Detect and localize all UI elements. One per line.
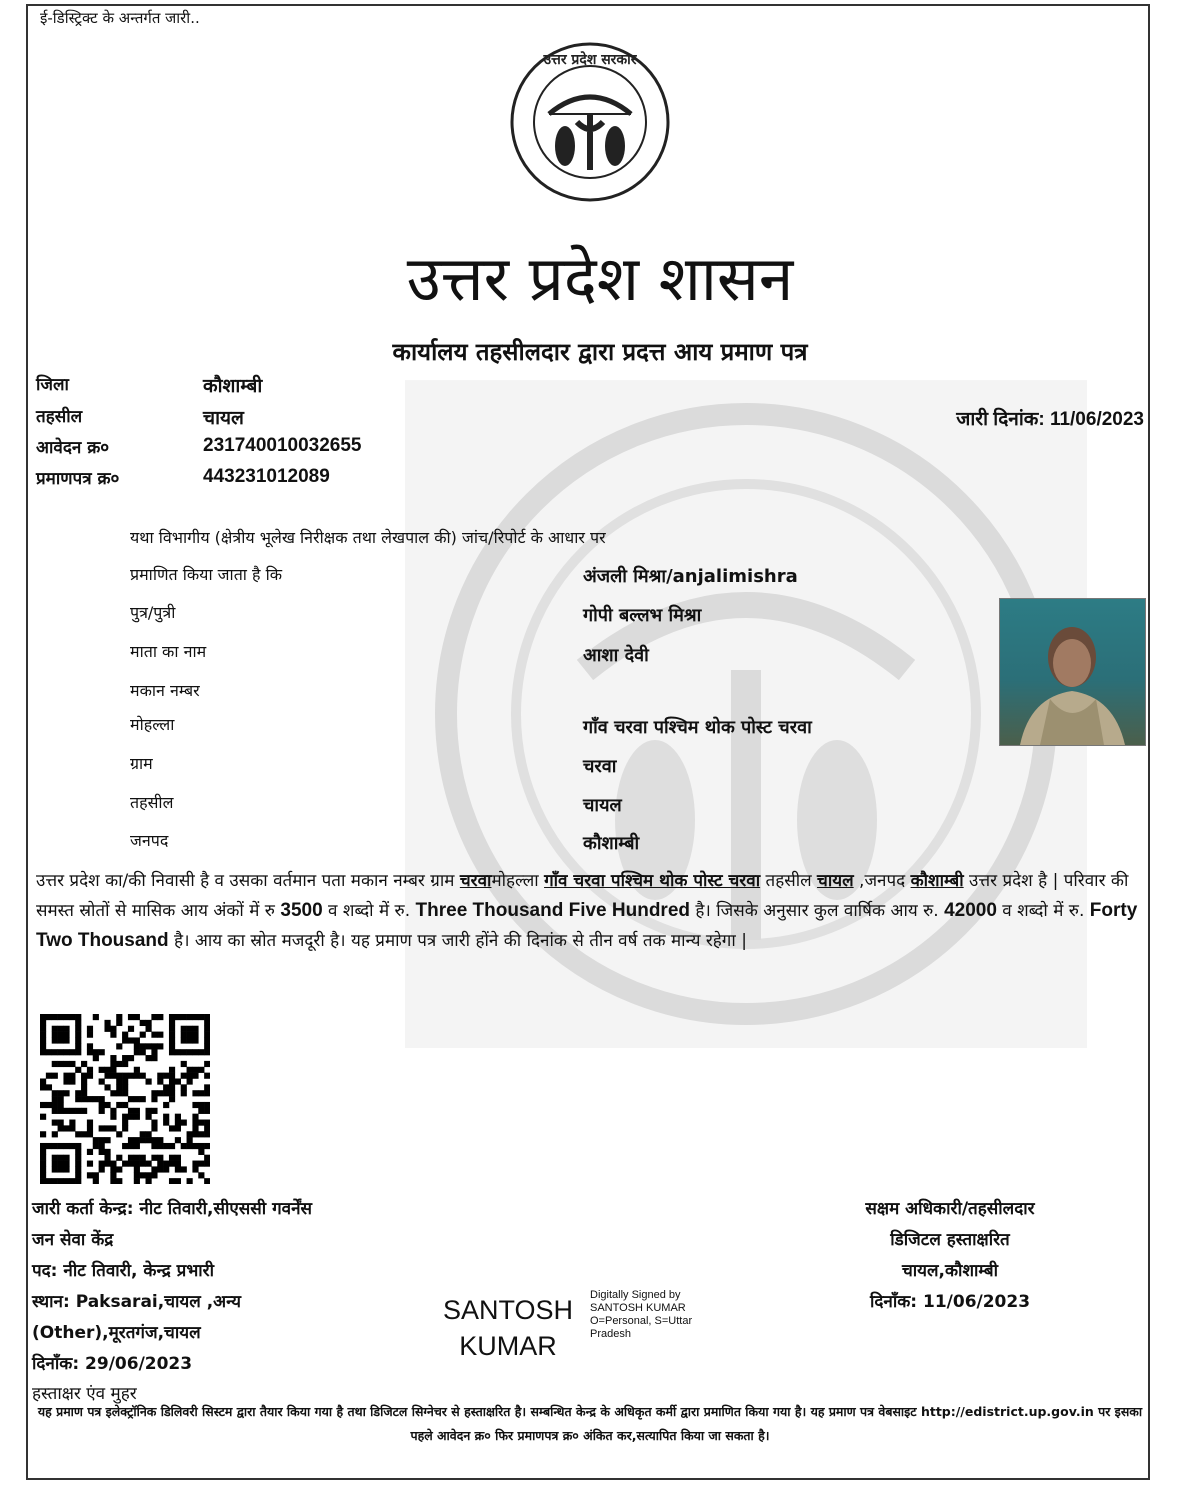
emblem-text: उत्तर प्रदेश सरकार xyxy=(543,52,637,68)
meta-label-tehsil: तहसील xyxy=(36,407,83,427)
field-label-tehsil: तहसील xyxy=(130,793,174,812)
annual-income: 42000 xyxy=(944,900,997,921)
field-value-district: कौशाम्बी xyxy=(583,833,640,854)
applicant-photo xyxy=(999,598,1146,746)
issuer-date: दिनाँक: 29/06/2023 xyxy=(32,1354,193,1374)
field-label-village: ग्राम xyxy=(130,754,153,773)
meta-value-district: कौशाम्बी xyxy=(203,376,263,397)
field-value-village: चरवा xyxy=(583,756,617,777)
certificate-body-text: उत्तर प्रदेश का/की निवासी है व उसका वर्तमान पता मकान नम्बर ग्राम चरवामोहल्ला गाँव चरवा पश्चिम थोक पोस्ट चरवा तहसील चायल ,जनपद कौशाम्बी उत्तर प्रदेश है | परिवार की समस्त स्रोतों से मासिक आय अंकों में रु 3500 व शब्दो में रु. Three Thousand Five Hundred है। जिसके अनुसार कुल वार्षिक आय रु. 42000 व शब्दो में रु. Forty Two Thousand है। आय का स्रोत मजदूरी है। यह प्रमाण पत्र जारी होंने की दिनांक से तीन वर्ष तक मान्य रहेगा | xyxy=(36,871,1138,951)
field-value-name: अंजली मिश्रा/anjalimishra xyxy=(583,566,798,587)
meta-label-certificate-no: प्रमाणपत्र क्र० xyxy=(36,469,120,489)
authority-title: सक्षम अधिकारी/तहसीलदार xyxy=(865,1199,1035,1219)
authority-date: दिनाँक: 11/06/2023 xyxy=(869,1292,1031,1312)
issuer-location-cont: (Other),मूरतगंज,चायल xyxy=(32,1323,201,1343)
field-label-house-no: मकान नम्बर xyxy=(130,681,200,700)
meta-value-certificate-no: 443231012089 xyxy=(203,466,330,487)
issue-date: जारी दिनांक: 11/06/2023 xyxy=(956,409,1144,430)
body-district: कौशाम्बी xyxy=(910,871,964,891)
field-value-mohalla: गाँव चरवा पश्चिम थोक पोस्ट चरवा xyxy=(583,717,812,738)
certificate-subtitle: कार्यालय तहसीलदार द्वारा प्रदत्त आय प्रमाण पत्र xyxy=(392,338,808,366)
digital-signature-name: SANTOSH KUMAR xyxy=(442,1295,574,1361)
field-label-district: जनपद xyxy=(130,831,169,850)
authority-digital: डिजिटल हस्ताक्षरित xyxy=(890,1230,1010,1250)
meta-value-tehsil: चायल xyxy=(203,408,244,429)
monthly-income: 3500 xyxy=(280,900,323,921)
monthly-income-words: Three Thousand Five Hundred xyxy=(415,900,690,921)
body-mohalla: गाँव चरवा पश्चिम थोक पोस्ट चरवा xyxy=(544,871,761,891)
meta-value-application-no: 231740010032655 xyxy=(203,435,362,456)
field-label-mother: माता का नाम xyxy=(130,642,207,661)
body-village: चरवा xyxy=(459,871,492,891)
field-value-mother: आशा देवी xyxy=(583,645,649,666)
annual-income-words: Forty Two Thousand xyxy=(36,900,1138,951)
field-label-mohalla: मोहल्ला xyxy=(130,715,175,734)
issuer-center: जारी कर्ता केन्द्र: नीट तिवारी,सीएससी गवर्नेंस xyxy=(32,1199,313,1219)
authority-place: चायल,कौशाम्बी xyxy=(901,1261,999,1281)
field-value-tehsil: चायल xyxy=(583,795,622,816)
footer-disclaimer: यह प्रमाण पत्र इलेक्ट्रॉनिक डिलिवरी सिस्टम द्वारा तैयार किया गया है तथा डिजिटल सिग्नेचर से हस्ताक्षरित है। सम्बन्धित केन्द्र के अधिकृत कर्मी द्वारा प्रमाणित किया गया है। यह प्रमाण पत्र वेबसाइट http://edistrict.up.gov.in पर इसका पहले आवेदन क्र० फिर प्रमाणपत्र क्र० अंकित कर,सत्यापित किया जा सकता है। xyxy=(37,1404,1143,1443)
digital-signature-note: Digitally Signed by SANTOSH KUMAR O=Personal, S=Uttar Pradesh xyxy=(590,1289,693,1340)
issuer-designation: पद: नीट तिवारी, केन्द्र प्रभारी xyxy=(32,1261,215,1281)
field-label-certified: प्रमाणित किया जाता है कि xyxy=(130,565,283,584)
top-note: ई-डिस्ट्रिक्ट के अन्तर्गत जारी.. xyxy=(40,9,200,27)
field-value-father: गोपी बल्लभ मिश्रा xyxy=(583,605,702,626)
page-title: उत्तर प्रदेश शासन xyxy=(406,242,794,315)
meta-label-district: जिला xyxy=(36,375,69,395)
verification-qr-code xyxy=(40,1014,210,1184)
body-tehsil: चायल xyxy=(817,871,854,891)
up-government-emblem-icon xyxy=(497,32,683,212)
meta-label-application-no: आवेदन क्र० xyxy=(36,438,110,458)
issuer-center-cont: जन सेवा केंद्र xyxy=(32,1230,114,1250)
intro-text: यथा विभागीय (क्षेत्रीय भूलेख निरीक्षक तथा लेखपाल की) जांच/रिपोर्ट के आधार पर xyxy=(130,528,606,547)
issuer-location: स्थान: Paksarai,चायल ,अन्य xyxy=(32,1292,242,1312)
field-label-child-of: पुत्र/पुत्री xyxy=(130,603,176,622)
issuer-sign-label: हस्ताक्षर एंव मुहर xyxy=(32,1384,137,1404)
